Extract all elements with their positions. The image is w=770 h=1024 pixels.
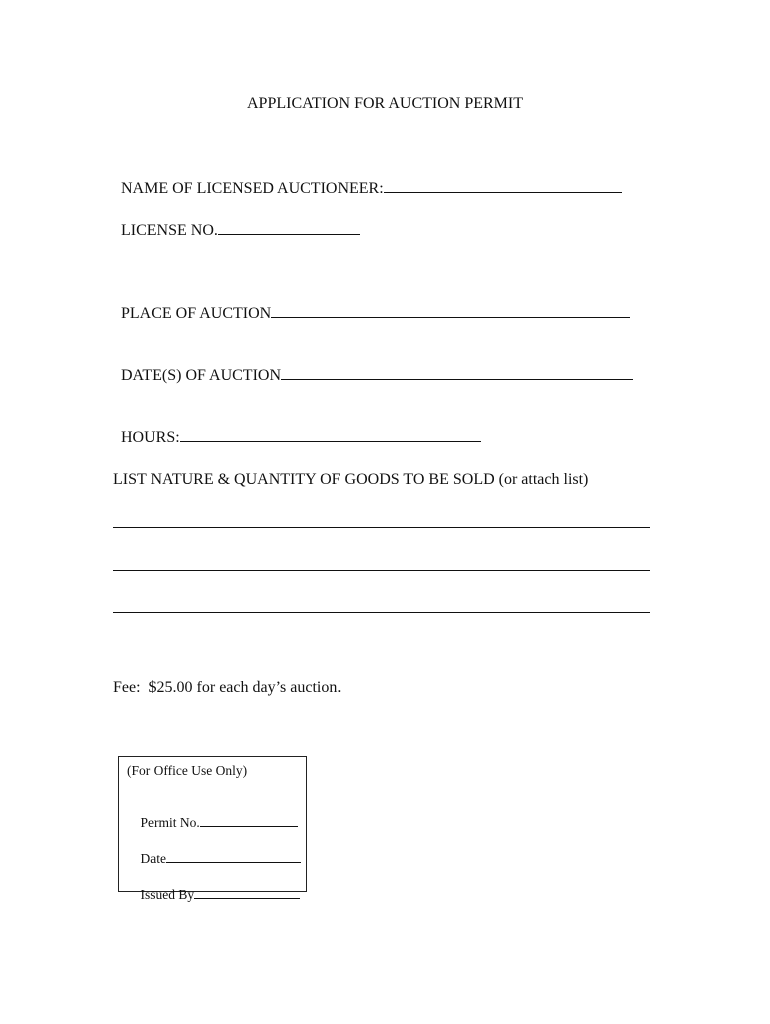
place-of-auction-row <box>113 283 630 324</box>
office-use-box <box>118 756 307 902</box>
license-number-row <box>113 200 360 241</box>
dates-of-auction-field[interactable] <box>281 365 633 380</box>
dates-of-auction-row <box>113 345 633 386</box>
auctioneer-name-label: NAME OF LICENSED AUCTIONEER: <box>121 180 384 197</box>
hours-field[interactable] <box>180 427 481 442</box>
hours-row <box>113 407 481 448</box>
permit-number-label: Permit No. <box>140 815 200 830</box>
goods-list-line-3[interactable] <box>113 612 650 613</box>
fee-text: Fee: $25.00 for each day’s auction. <box>113 679 342 696</box>
place-of-auction-label: PLACE OF AUCTION <box>121 305 272 322</box>
permit-number-field[interactable] <box>200 815 298 827</box>
office-date-field[interactable] <box>166 851 301 863</box>
office-date-label: Date <box>140 851 166 866</box>
goods-list-line-1[interactable] <box>113 527 650 528</box>
hours-label: HOURS: <box>121 429 180 446</box>
dates-of-auction-label: DATE(S) OF AUCTION <box>121 367 281 384</box>
issued-by-row <box>127 871 300 919</box>
auctioneer-name-row <box>113 158 622 199</box>
office-use-heading: (For Office Use Only) <box>127 763 248 778</box>
goods-list-line-2[interactable] <box>113 570 650 571</box>
license-number-label: LICENSE NO. <box>121 222 218 239</box>
place-of-auction-field[interactable] <box>271 303 630 318</box>
license-number-field[interactable] <box>218 220 360 235</box>
goods-list-label: LIST NATURE & QUANTITY OF GOODS TO BE SOLD (or attach list) <box>113 471 589 488</box>
auctioneer-name-field[interactable] <box>384 178 622 193</box>
issued-by-label: Issued By <box>140 887 195 902</box>
issued-by-field[interactable] <box>194 887 300 899</box>
page-title: APPLICATION FOR AUCTION PERMIT <box>246 95 524 112</box>
